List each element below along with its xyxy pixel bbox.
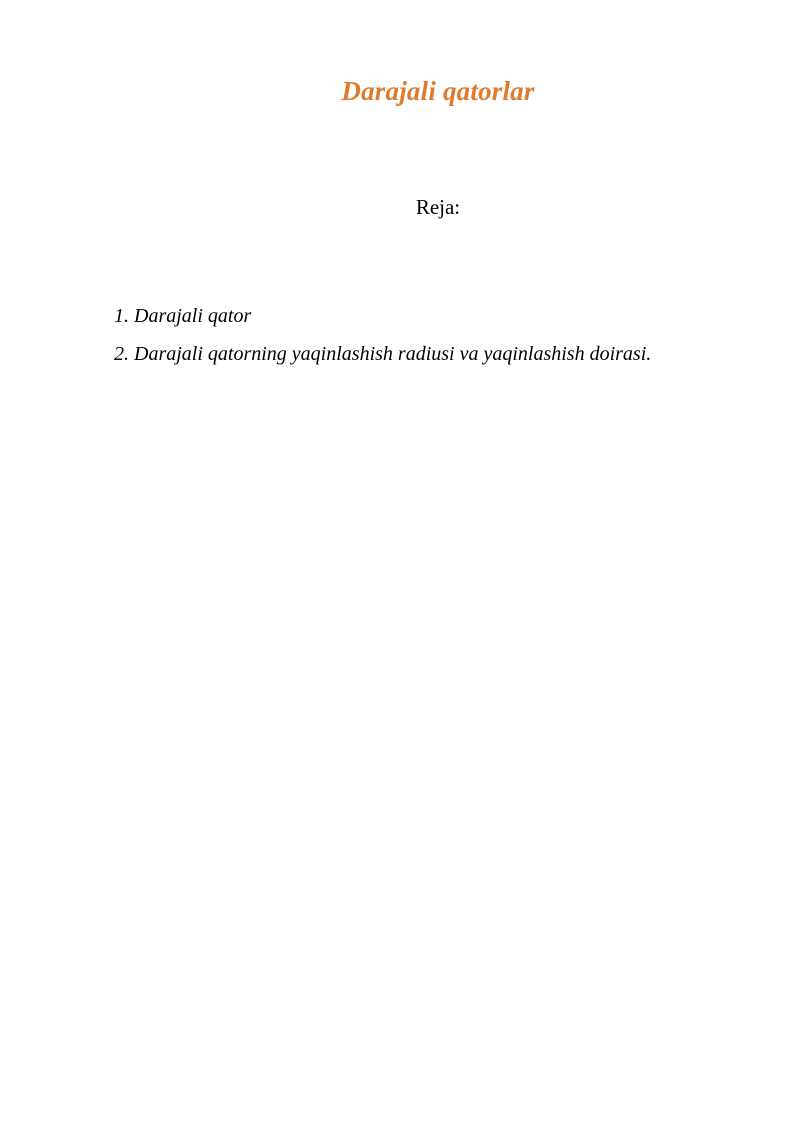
plan-item-1 bbox=[114, 297, 651, 335]
plan-item-number: 1. bbox=[114, 305, 129, 327]
plan-item-number: 2. bbox=[114, 343, 129, 365]
plan-list bbox=[114, 297, 651, 373]
plan-item-2 bbox=[114, 335, 651, 373]
document-title: Darajali qatorlar bbox=[341, 76, 535, 106]
plan-heading: Reja: bbox=[415, 195, 461, 219]
plan-item-text: Darajali qator bbox=[134, 305, 252, 327]
plan-item-text: Darajali qatorning yaqinlashish radiusi va yaqinlashish doirasi. bbox=[134, 343, 652, 365]
